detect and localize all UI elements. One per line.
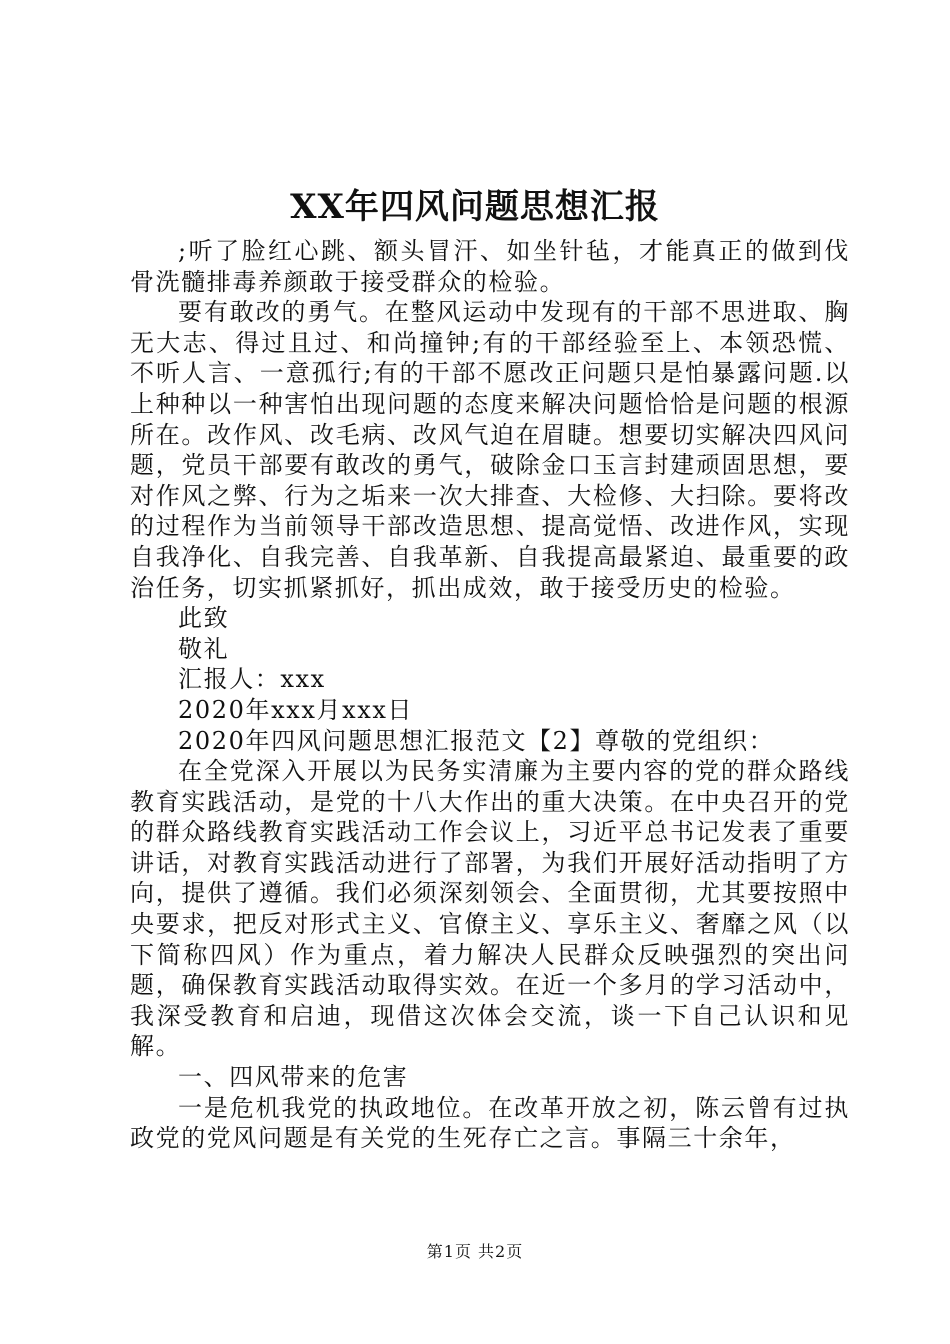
subheading: 一、四风带来的危害 xyxy=(178,1063,409,1092)
paragraph: 在全党深入开展以为民务实清廉为主要内容的党的群众路线教育实践活动，是党的十八大作出的重大决策。在中央召开的党的群众路线教育实践活动工作会议上，习近平总书记发表了重要讲话，对教育实践活动进行了部署，为我们开展好活动指明了方向，提供了遵循。我们必须深刻领会、全面贯彻，尤其要按照中央要求，把反对形式主义、官僚主义、享乐主义、奢靡之风（以下简称四风）作为重点，着力解决人民群众反映强烈的突出问题，确保教育实践活动取得实效。在近一个多月的学习活动中，我深受教育和启迪，现借这次体会交流，谈一下自己认识和见解。 xyxy=(130,757,850,1061)
paragraph: ;听了脸红心跳、额头冒汗、如坐针毡，才能真正的做到伐骨洗髓排毒养颜敢于接受群众的检验。 xyxy=(130,237,850,296)
document-body xyxy=(130,236,850,1154)
closing-regards: 敬礼 xyxy=(178,634,230,663)
reporter-line: 汇报人：xxx xyxy=(178,665,326,694)
page-footer: 第1页 共2页 xyxy=(426,1242,524,1261)
paragraph: 一是危机我党的执政地位。在改革开放之初，陈云曾有过执政党的党风问题是有关党的生死存亡之言。事隔三十余年， xyxy=(130,1093,850,1153)
closing-salutation: 此致 xyxy=(178,604,230,633)
section-heading: 2020年四风问题思想汇报范文【2】尊敬的党组织： xyxy=(178,726,775,755)
document-title: XX年四风问题思想汇报 xyxy=(290,187,660,227)
date-line: 2020年xxx月xxx日 xyxy=(178,695,414,724)
paragraph: 要有敢改的勇气。在整风运动中发现有的干部不思进取、胸无大志、得过且过、和尚撞钟;有的干部经验至上、本领恐慌、不听人言、一意孤行;有的干部不愿改正问题只是怕暴露问题.以上种种以一种害怕出现问题的态度来解决问题恰恰是问题的根源所在。改作风、改毛病、改风气迫在眉睫。想要切实解决四风问题，党员干部要有敢改的勇气，破除金口玉言封建顽固思想，要对作风之弊、行为之垢来一次大排查、大检修、大扫除。要将改的过程作为当前领导干部改造思想、提高觉悟、改进作风，实现自我净化、自我完善、自我革新、自我提高最紧迫、最重要的政治任务，切实抓紧抓好，抓出成效，敢于接受历史的检验。 xyxy=(130,298,850,602)
